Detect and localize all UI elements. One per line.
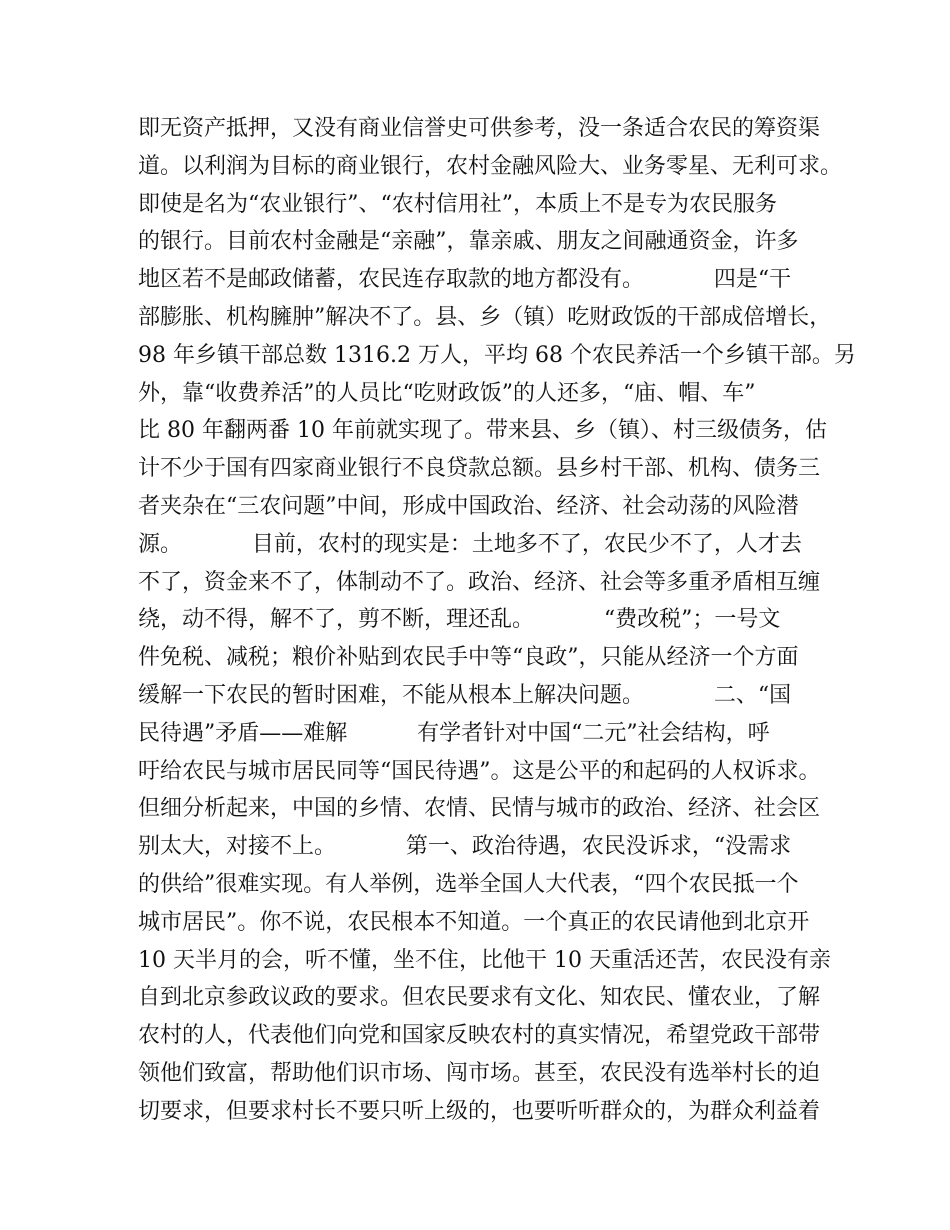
text-line: 缓解一下农民的暂时困难，不能从根本上解决问题。 二、“国 — [138, 682, 792, 708]
text-line: 别太大，对接不上。 第一、政治待遇，农民没诉求，“没需求 — [138, 834, 792, 860]
text-line: 的供给”很难实现。有人举例，选举全国人大代表，“四个农民抵一个 — [138, 871, 799, 897]
text-line: 但细分析起来，中国的乡情、农情、民情与城市的政治、经济、社会区 — [138, 796, 821, 822]
text-line: 农村的人，代表他们向党和国家反映农村的真实情况，希望党政干部带 — [138, 1023, 821, 1049]
text-line: 不了，资金来不了，体制动不了。政治、经济、社会等多重矛盾相互缠 — [138, 569, 821, 595]
text-line: 城市居民”。你不说，农民根本不知道。一个真正的农民请他到北京开 — [138, 909, 810, 935]
text-line: 绕，动不得，解不了，剪不断，理还乱。 “费改税”；一号文 — [138, 607, 781, 633]
text-line: 即使是名为“农业银行”、“农村信用社”，本质上不是专为农民服务 — [138, 191, 777, 217]
text-line: 计不少于国有四家商业银行不良贷款总额。县乡村干部、机构、债务三 — [138, 456, 821, 482]
text-line: 外，靠“收费养活”的人员比“吃财政饭”的人还多，“庙、帽、车” — [138, 380, 756, 406]
text-line: 自到北京参政议政的要求。但农民要求有文化、知农民、懂农业，了解 — [138, 985, 821, 1011]
text-line: 民待遇”矛盾——难解 有学者针对中国“二元”社会结构，呼 — [138, 720, 770, 746]
body-text — [138, 110, 856, 1131]
text-line: 的银行。目前农村金融是“亲融”，靠亲戚、朋友之间融通资金，许多 — [138, 229, 799, 255]
text-line: 源。 目前，农村的现实是：土地多不了，农民少不了，人才去 — [138, 531, 802, 557]
text-line: 10 天半月的会，听不懂，坐不住，比他干 10 天重活还苦，农民没有亲 — [138, 947, 831, 973]
text-line: 比 80 年翻两番 10 年前就实现了。带来县、乡（镇）、村三级债务，估 — [138, 418, 827, 444]
text-line: 吁给农民与城市居民同等“国民待遇”。这是公平的和起码的人权诉求。 — [138, 758, 821, 784]
text-line: 件免税、减税；粮价补贴到农民手中等“良政”，只能从经济一个方面 — [138, 645, 799, 671]
text-line: 部膨胀、机构臃肿”解决不了。县、乡（镇）吃财政饭的干部成倍增长， — [138, 304, 832, 330]
text-line: 道。以利润为目标的商业银行，农村金融风险大、业务零星、无利可求。 — [138, 153, 843, 179]
text-line: 地区若不是邮政储蓄，农民连存取款的地方都没有。 四是“干 — [138, 267, 792, 293]
text-line: 即无资产抵押，又没有商业信誉史可供参考，没一条适合农民的筹资渠 — [138, 116, 821, 141]
text-line: 领他们致富，帮助他们识市场、闯市场。甚至，农民没有选举村长的迫 — [138, 1060, 821, 1086]
text-line: 者夹杂在“三农问题”中间，形成中国政治、经济、社会动荡的风险潜 — [138, 493, 799, 519]
text-line: 98 年乡镇干部总数 1316.2 万人，平均 68 个农民养活一个乡镇干部。另 — [138, 342, 856, 368]
text-line: 切要求，但要求村长不要只听上级的，也要听听群众的，为群众利益着 — [138, 1098, 821, 1124]
